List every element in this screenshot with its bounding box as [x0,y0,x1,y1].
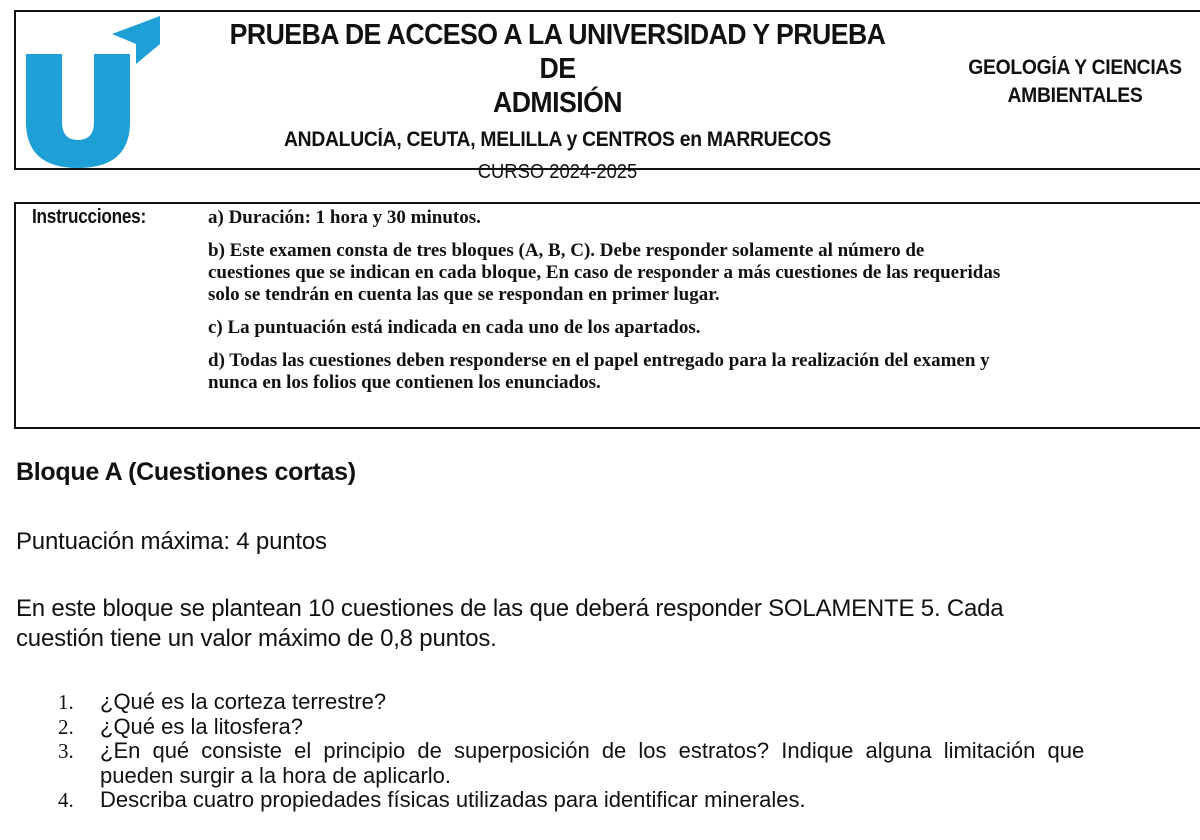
instructions-label: Instrucciones: [32,206,146,228]
question-text [100,739,1200,788]
exam-subject [951,54,1199,110]
exam-regions: ANDALUCÍA, CEUTA, MELILLA y CENTROS en MARRUECOS [283,128,832,151]
question-number: 2. [58,714,74,739]
question-line: pueden surgir a la hora de aplicarlo. [100,762,452,788]
instruction-item-d [208,350,1200,394]
description-line: En este bloque se plantean 10 cuestiones de las que deberá responder SOLAMENTE 5. Cada [16,595,1004,622]
instruction-line: cuestiones que se indican en cada bloque, En caso de responder a más cuestiones de las requeridas [208,262,1001,283]
subject-line1: GEOLOGÍA Y CIENCIAS [968,56,1182,79]
question-line: ¿En qué consiste el principio de superposición de los estratos? Indique alguna limitación que [100,738,1085,763]
exam-title-line2: ADMISIÓN [492,87,622,119]
instruction-item-b [208,240,1200,306]
question-item-2 [58,715,1200,740]
question-item-3 [58,739,1200,788]
question-text: ¿Qué es la corteza terrestre? [100,689,387,714]
block-a-max-score: Puntuación máxima: 4 puntos [16,528,327,555]
instruction-line: b) Este examen consta de tres bloques (A, B, C). Debe responder solamente al número de [208,240,925,261]
exam-title-line1: PRUEBA DE ACCESO A LA UNIVERSIDAD Y PRUEBA DE [229,19,886,85]
question-number: 3. [58,739,74,763]
question-item-1 [58,690,1200,715]
question-number: 1. [58,690,74,714]
question-number: 4. [58,788,74,812]
instructions-list [208,207,1200,405]
instruction-line: a) Duración: 1 hora y 30 minutos. [208,207,481,228]
block-a-description [16,594,1003,654]
subject-line2: AMBIENTALES [1007,84,1143,107]
question-text: Describa cuatro propiedades físicas utilizadas para identificar minerales. [100,787,806,812]
question-item-4 [58,788,1200,813]
exam-course: CURSO 2024-2025 [477,161,638,183]
instruction-line: nunca en los folios que contienen los enunciados. [208,372,601,393]
instruction-line: c) La puntuación está indicada en cada uno de los apartados. [208,317,701,338]
instruction-item-c [208,317,1200,339]
exam-title-block [195,18,920,184]
instruction-item-a [208,207,1200,229]
u-arrow-logo-icon [24,14,164,169]
block-a-question-list [58,690,1200,813]
description-line: cuestión tiene un valor máximo de 0,8 puntos. [16,625,497,652]
instruction-line: solo se tendrán en cuenta las que se respondan en primer lugar. [208,284,720,305]
block-a-title: Bloque A (Cuestiones cortas) [16,458,356,486]
question-text: ¿Qué es la litosfera? [100,713,303,739]
instruction-line: d) Todas las cuestiones deben responderse en el papel entregado para la realización del examen y [208,350,990,371]
